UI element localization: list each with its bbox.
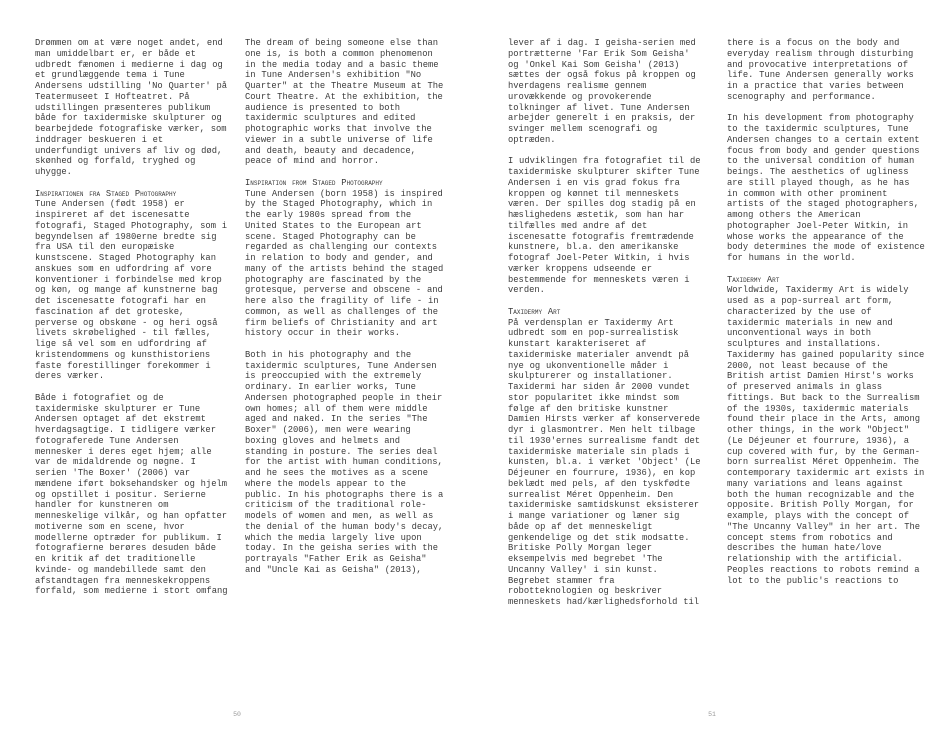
section-heading-inspiration-english: Inspiration from Staged Photography xyxy=(245,177,383,188)
paragraph-geisha-english: there is a focus on the body and everyday realism through disturbing and provocative interpretations of life. Tune Andersen generally works in a practice that varies between scenography and performance. xyxy=(727,38,914,102)
page-number-right: 51 xyxy=(708,711,716,718)
section-heading-taxidermy-danish: Taxidermy Art xyxy=(508,306,561,317)
paragraph-intro-danish: Drømmen om at være noget andet, end man umiddelbart er, er både et udbredt fænomen i medierne i dag og et grundlæggende tema i Tune Andersens udstilling 'No Quarter' på Teatermuseet I Hofteatret. På udstillingen præsenteres publikum både for taxidermiske skulpturer og bearbejdede fotografiske værker, som inddrager beskueren i et underfundigt univers af liv og død, skønhed og forfald, tryghed og uhygge. xyxy=(35,38,228,177)
paragraph-taxidermy-english: Worldwide, Taxidermy Art is widely used as a pop-surreal art form, characterized by the use of taxidermic materials in new and unconventional ways in both sculptures and installations. Taxidermy has gained popularity since 2000, not least because of the British artist Damien Hirst's works of preserved animals in glass fittings. But back to the Surrealism of the 1930s, taxidermic materials found their place in the Arts, among other things, in the work "Object" (Le Déjeuner et fourrure, 1936), a cup covered with fur, by the German-born surrealist Méret Oppenheim. The contemporary taxidermic art exists in many variations and leans against both the human recognizable and the opposite. British Polly Morgan, for example, plays with the concept of "The Uncanny Valley" in her art. The concept stems from robotics and describes the human hate/love relationship with the artificial. Peoples reactions to robots remind a lot to the public's reactions to xyxy=(727,285,925,586)
column-english-page-51 xyxy=(727,38,925,597)
paragraph-development-danish: I udviklingen fra fotografiet til de taxidermiske skulpturer skifter Tune Andersen i en vis grad fokus fra kroppen og kønnet til menneskets væren. Der spilles dog stadig på en hæslighedens æstetik, som han har tilfælles med andre af det iscenesatte fotografis fremtrædende kunstnere, bl.a. den amerikanske fotograf Joel-Peter Witkin, i hvis værker kroppens udseende er bestemmende for menneskets væren i verden. xyxy=(508,156,701,296)
column-danish-page-50 xyxy=(35,38,229,608)
page-number-left: 50 xyxy=(233,711,241,718)
paragraph-development-english: In his development from photography to the taxidermic sculptures, Tune Andersen changes to a certain extent focus from body and gender questions to the universal condition of human beings. The aesthetics of ugliness are still played though, as he has in common with other prominent artists of the staged photographers, among others the American photographer Joel-Peter Witkin, in whose works the appearance of the body determines the mode of existence for humans in the world. xyxy=(727,113,925,263)
paragraph-staged-photography-danish: Tune Andersen (født 1958) er inspireret af det iscenesatte fotografi, Staged Photography, som i begyndelsen af 1980erne bredte sig fra USA til den europæiske kunstscene. Staged Photography kan anskues som en udfordring af vore konventioner i forbindelse med krop og køn, og mange af kunstnerne bag det iscenesatte fotografi har en fascination af det groteske, perverse og obskøne - og heri også livets skrøbelighed - til fælles, lige så vel som en udfordring af kristendommens og kunsthistoriens faste forestillinger forekommer i deres værker. xyxy=(35,199,228,382)
paragraph-taxidermy-danish: På verdensplan er Taxidermy Art udbredt som en pop-surrealistisk kunstart karakteriseret af taxidermiske materialer anvendt på nye og ukonventionelle måder i skulpturerer og installationer. Taxidermi har siden år 2000 vundet stor popularitet ikke mindst som følge af den britiske kunstner Damien Hirsts værker af konserverede dyr i glasmontrer. Men helt tilbage til 1930'ernes surrealisme fandt det taxidermiske materiale sin plads i kunsten, bl.a. i værket 'Object' (Le Déjeuner en fourrure, 1936), en kop beklædt med pels, af den tyskfødte surrealist Méret Oppenheim. Den taxidermiske samtidskunst eksisterer i mange variationer og læner sig både op af det menneskeligt genkendelige og det stik modsatte. Britiske Polly Morgan leger eksempelvis med begrebet 'The Uncanny Valley' i sin kunst. Begrebet stammer fra robotteknologien og beskriver menneskets had/kærlighedsforhold til xyxy=(508,317,701,607)
paragraph-staged-photography-english: Tune Andersen (born 1958) is inspired by the Staged Photography, which in the early 1980s spread from the United States to the European art scene. Staged Photography can be regarded as challenging our contexts in relation to body and gender, and many of the artists behind the staged photography are fascinated by the grotesque, perverse and obscene - and here also the fragility of life - in common, as well as challenges of the firm beliefs of Christianity and art history occur in their works. xyxy=(245,188,444,339)
column-danish-page-51 xyxy=(508,38,704,619)
paragraph-everyday-danish: Både i fotografiet og de taxidermiske skulpturer er Tune Andersen optaget af det ekstremt hverdagsagtige. I tidligere værker fotograferede Tune Andersen mennesker i deres eget hjem; alle var de midaldrende og nøgne. I serien 'The Boxer' (2006) var mændene iført boksehandsker og hjelm og opstillet i positur. Serierne handler for kunstneren om menneskelige vilkår, og han opfatter motiverne som en scene, hvor modellerne optræder for publikum. I fotografierne berøres desuden både en kritik af det traditionelle kvinde- og mandebillede samt den afstandtagen fra menneskekroppens forfald, som medierne i stort omfang xyxy=(35,392,228,597)
section-heading-inspiration-danish: Inspirationen fra Staged Photography xyxy=(35,188,177,199)
column-english-page-50 xyxy=(245,38,445,586)
paragraph-everyday-english: Both in his photography and the taxidermic sculptures, Tune Andersen is preoccupied with the extremely ordinary. In earlier works, Tune Andersen photographed people in their own homes; all of them were middle aged and naked. In the series "The Boxer" (2006), men were wearing boxing gloves and helmets and standing in posture. The series deal for the artist with human conditions, and he sees the motives as a scene where the models appear to the public. In his photographs there is a criticism of the traditional role-models of women and men, as well as the denial of the human body's decay, which the media largely live upon today. In the geisha series with the portrayals "Father Erik as Geisha" and "Uncle Kai as Geisha" (2013), xyxy=(245,349,444,575)
paragraph-geisha-danish: lever af i dag. I geisha-serien med portrætterne 'Far Erik Som Geisha' og 'Onkel Kai Som Geisha' (2013) sættes der også fokus på kroppen og hverdagens realisme gennem urovækkende og provokerende tolkninger af livet. Tune Andersen arbejder generelt i en praksis, der svinger mellem scenografi og optræden. xyxy=(508,38,696,145)
paragraph-intro-english: The dream of being someone else than one is, is both a common phenomenon in the media today and a basic theme in Tune Andersen's exhibition "No Quarter" at the Theatre Museum at The Court Theatre. At the exhibition, the audience is presented to both taxidermic sculptures and edited photographic works that involve the viewer in a subtle universe of life and death, beauty and decadence, peace of mind and horror. xyxy=(245,38,444,167)
section-heading-taxidermy-english: Taxidermy Art xyxy=(727,274,780,285)
